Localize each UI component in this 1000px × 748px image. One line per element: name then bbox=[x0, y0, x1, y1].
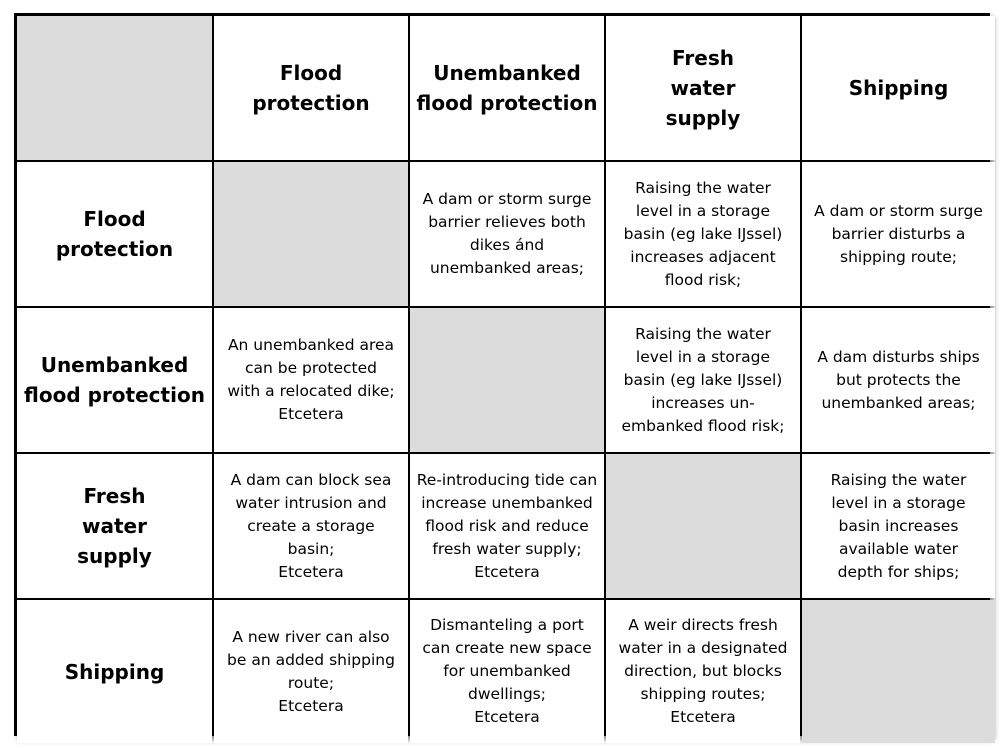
row-header-unembanked-flood-protection bbox=[17, 308, 212, 452]
table-cell bbox=[802, 308, 995, 452]
column-header-label: Shipping bbox=[848, 76, 949, 100]
table-cell bbox=[606, 600, 800, 743]
corner-cell bbox=[17, 16, 212, 160]
column-header-unembanked-flood-protection bbox=[410, 16, 604, 160]
cell-text: A weir directs fresh water in a designated direction, but blocks shipping routes; Etcetera bbox=[618, 616, 788, 726]
table-cell bbox=[214, 454, 408, 598]
table-cell bbox=[410, 600, 604, 743]
column-header-shipping bbox=[802, 16, 995, 160]
row-header-label: Shipping bbox=[64, 659, 165, 684]
cell-text: A new river can also be an added shipping route; Etcetera bbox=[227, 627, 395, 715]
table-cell bbox=[214, 308, 408, 452]
column-header-label: Fresh water supply bbox=[665, 46, 741, 130]
row-header-label: Fresh water supply bbox=[77, 484, 152, 568]
cell-text: An unembanked area can be protected with a relocated dike; Etcetera bbox=[227, 336, 395, 423]
column-header-label: Unembanked flood protection bbox=[416, 61, 598, 115]
row-header-label: Unembanked flood protection bbox=[24, 353, 205, 407]
table-cell bbox=[410, 454, 604, 598]
table-cell bbox=[214, 600, 408, 743]
cell-text: A dam or storm surge barrier disturbs a shipping route; bbox=[814, 201, 983, 266]
empty-diagonal-cell bbox=[410, 308, 604, 452]
column-header-flood-protection bbox=[214, 16, 408, 160]
table-cell bbox=[802, 162, 995, 306]
row-header-label: Flood protection bbox=[55, 207, 174, 261]
column-header-label: Flood protection bbox=[252, 61, 370, 115]
table-cell bbox=[606, 308, 800, 452]
interaction-matrix-table bbox=[14, 13, 990, 736]
row-header-fresh-water-supply bbox=[17, 454, 212, 598]
empty-diagonal-cell bbox=[606, 454, 800, 598]
cell-text: Dismanteling a port can create new space for unembanked dwellings; Etcetera bbox=[422, 616, 592, 726]
cell-text: A dam or storm surge barrier relieves both dikes ánd unembanked areas; bbox=[422, 190, 592, 277]
empty-diagonal-cell bbox=[214, 162, 408, 306]
table-cell bbox=[802, 454, 995, 598]
cell-text: A dam disturbs ships but protects the unembanked areas; bbox=[817, 347, 980, 412]
cell-text: Raising the water level in a storage basin increases available water depth for ships; bbox=[830, 470, 967, 581]
table-cell bbox=[410, 162, 604, 306]
cell-text: Raising the water level in a storage basin (eg lake IJssel) increases un- embanked flood risk; bbox=[621, 324, 785, 435]
cell-text: A dam can block sea water intrusion and create a storage basin; Etcetera bbox=[230, 470, 392, 581]
column-header-fresh-water-supply bbox=[606, 16, 800, 160]
row-header-flood-protection bbox=[17, 162, 212, 306]
empty-diagonal-cell bbox=[802, 600, 995, 743]
cell-text: Raising the water level in a storage basin (eg lake IJssel) increases adjacent flood risk; bbox=[623, 178, 783, 289]
table-cell bbox=[606, 162, 800, 306]
cell-text: Re-introducing tide can increase unembanked flood risk and reduce fresh water supply; Etcetera bbox=[416, 470, 598, 581]
row-header-shipping bbox=[17, 600, 212, 743]
